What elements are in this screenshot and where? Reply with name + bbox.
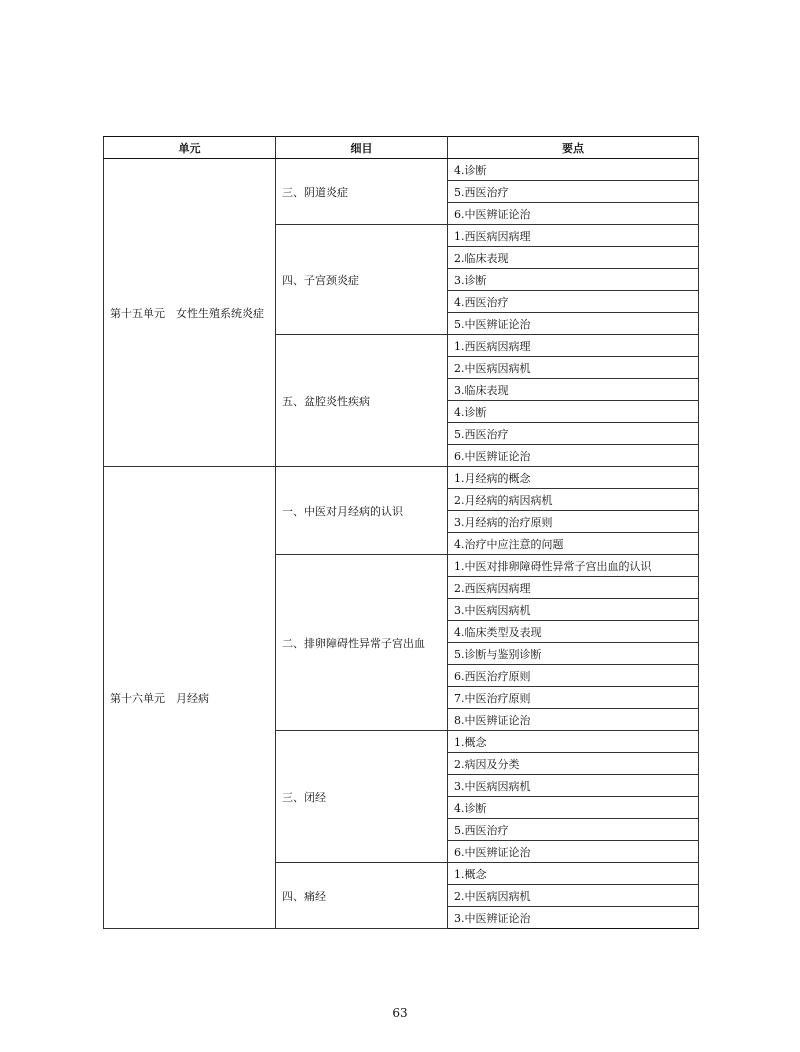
unit-cell: 第十六单元 月经病 [104, 467, 276, 929]
point-cell: 5.西医治疗 [448, 423, 699, 445]
item-cell: 五、盆腔炎性疾病 [276, 335, 448, 467]
item-cell: 三、闭经 [276, 731, 448, 863]
point-cell: 3.临床表现 [448, 379, 699, 401]
table-row [104, 467, 699, 489]
syllabus-table [103, 136, 699, 929]
point-cell: 1.概念 [448, 863, 699, 885]
point-cell: 3.诊断 [448, 269, 699, 291]
point-cell: 6.中医辨证论治 [448, 203, 699, 225]
point-cell: 4.诊断 [448, 797, 699, 819]
point-cell: 4.治疗中应注意的问题 [448, 533, 699, 555]
point-cell: 6.中医辨证论治 [448, 445, 699, 467]
point-cell: 1.概念 [448, 731, 699, 753]
point-cell: 4.临床类型及表现 [448, 621, 699, 643]
item-cell: 四、子宫颈炎症 [276, 225, 448, 335]
item-cell: 四、痛经 [276, 863, 448, 929]
point-cell: 2.临床表现 [448, 247, 699, 269]
header-point: 要点 [448, 137, 699, 159]
point-cell: 2.西医病因病理 [448, 577, 699, 599]
point-cell: 2.月经病的病因病机 [448, 489, 699, 511]
point-cell: 4.诊断 [448, 401, 699, 423]
table-row [104, 159, 699, 181]
point-cell: 5.诊断与鉴别诊断 [448, 643, 699, 665]
point-cell: 5.西医治疗 [448, 819, 699, 841]
point-cell: 2.中医病因病机 [448, 885, 699, 907]
point-cell: 6.西医治疗原则 [448, 665, 699, 687]
point-cell: 8.中医辨证论治 [448, 709, 699, 731]
point-cell: 1.西医病因病理 [448, 335, 699, 357]
item-cell: 三、阴道炎症 [276, 159, 448, 225]
page-number: 63 [392, 1006, 408, 1020]
point-cell: 3.中医辨证论治 [448, 907, 699, 929]
unit-cell: 第十五单元 女性生殖系统炎症 [104, 159, 276, 467]
point-cell: 1.月经病的概念 [448, 467, 699, 489]
header-unit: 单元 [104, 137, 276, 159]
point-cell: 7.中医治疗原则 [448, 687, 699, 709]
table-body [104, 159, 699, 929]
point-cell: 3.中医病因病机 [448, 775, 699, 797]
header-item: 细目 [276, 137, 448, 159]
point-cell: 3.中医病因病机 [448, 599, 699, 621]
point-cell: 3.月经病的治疗原则 [448, 511, 699, 533]
item-cell: 二、排卵障碍性异常子宫出血 [276, 555, 448, 731]
point-cell: 1.中医对排卵障碍性异常子宫出血的认识 [448, 555, 699, 577]
point-cell: 5.西医治疗 [448, 181, 699, 203]
point-cell: 1.西医病因病理 [448, 225, 699, 247]
point-cell: 2.中医病因病机 [448, 357, 699, 379]
point-cell: 4.西医治疗 [448, 291, 699, 313]
table-header-row [104, 137, 699, 159]
item-cell: 一、中医对月经病的认识 [276, 467, 448, 555]
point-cell: 6.中医辨证论治 [448, 841, 699, 863]
point-cell: 5.中医辨证论治 [448, 313, 699, 335]
point-cell: 2.病因及分类 [448, 753, 699, 775]
point-cell: 4.诊断 [448, 159, 699, 181]
